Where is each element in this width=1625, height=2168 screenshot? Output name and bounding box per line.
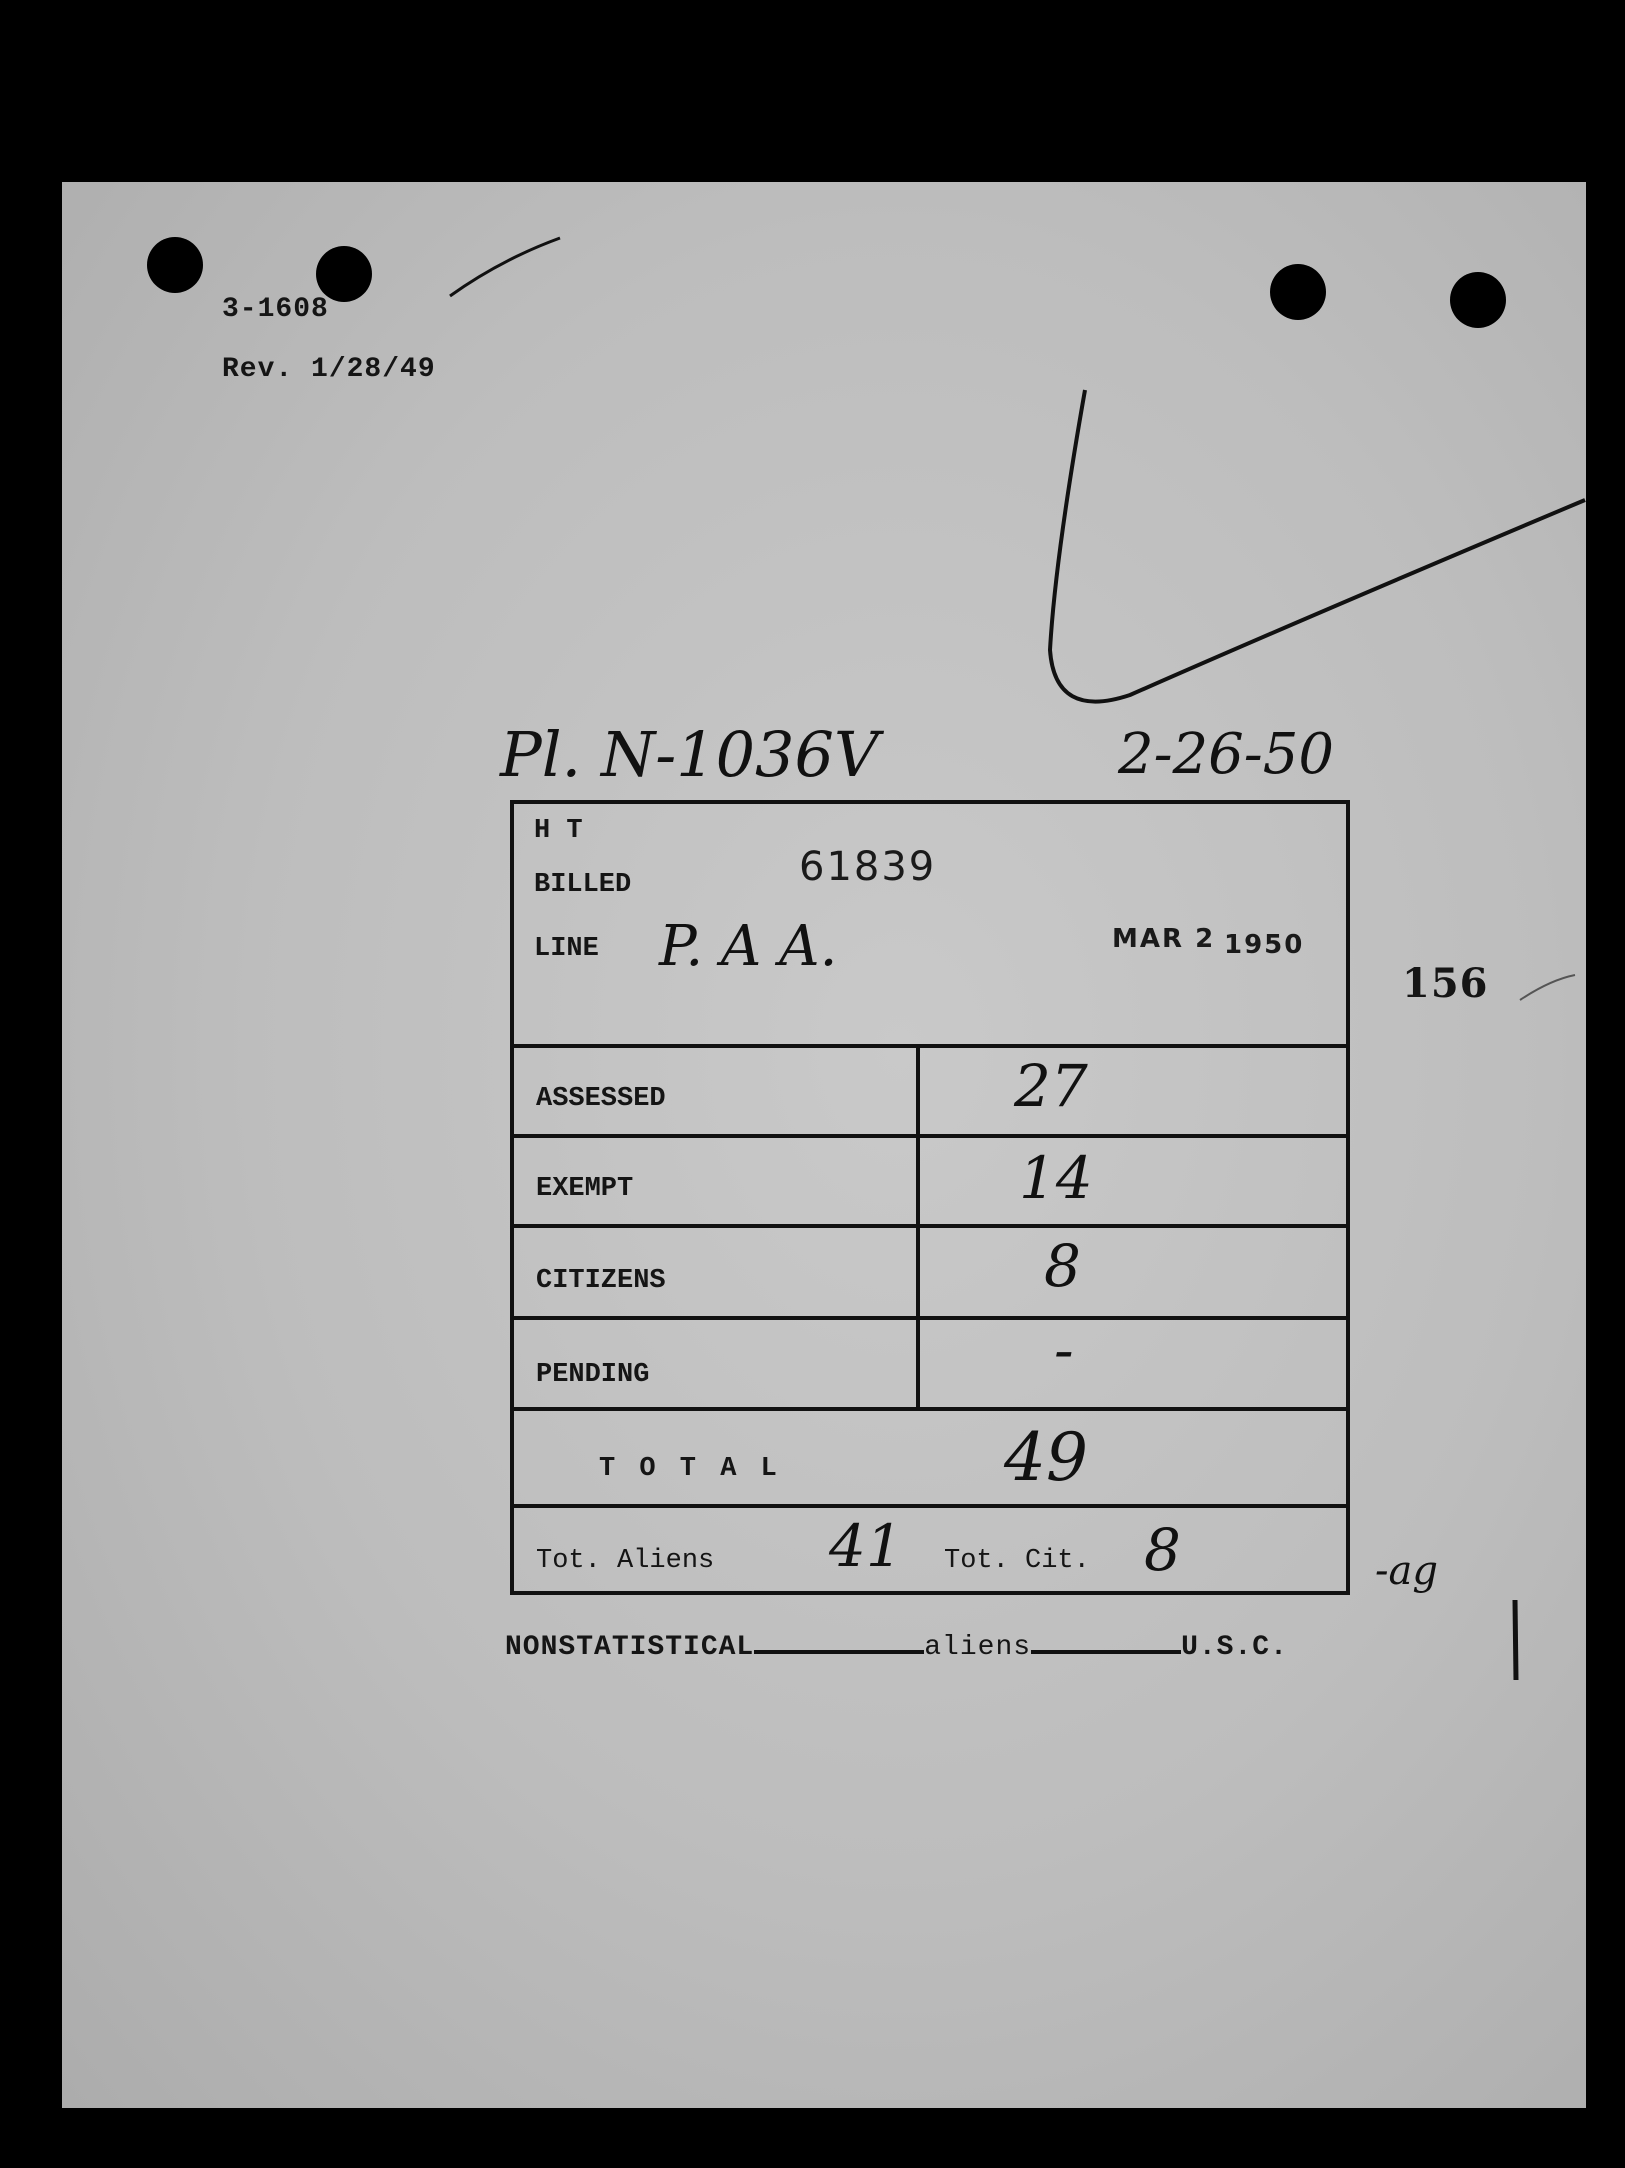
handwritten-date: 2-26-50 [1118,722,1334,787]
tot-aliens-label: Tot. Aliens [536,1546,715,1576]
nonstatistical-line [505,1632,1288,1663]
rule-row [514,1134,1346,1138]
rule-row [514,1504,1346,1508]
billed-label: BILLED [534,870,632,900]
row-label-exempt: EXEMPT [536,1174,634,1204]
nonstatistical-label: NONSTATISTICAL [505,1632,755,1663]
blank-aliens [1031,1650,1181,1654]
punch-hole [1450,272,1506,328]
punch-hole [147,237,203,293]
rule-row [514,1316,1346,1320]
rule-row [514,1224,1346,1228]
row-value-exempt: 14 [1019,1144,1093,1212]
row-value-assessed: 27 [1014,1052,1088,1120]
row-label-assessed: ASSESSED [536,1084,666,1114]
tot-cits-label: Tot. Cit. [944,1546,1090,1576]
tally-form-box [510,800,1350,1595]
total-label: T O T A L [599,1454,781,1484]
row-label-pending: PENDING [536,1360,650,1390]
footer-usc-label: U.S.C. [1181,1632,1288,1663]
side-page-number: 156 [1402,960,1489,1007]
tot-cits-value: 8 [1144,1516,1181,1584]
line-value-handwritten: P. A A. [659,914,838,979]
rule-header-bottom [514,1044,1346,1048]
row-value-citizens: 8 [1044,1232,1081,1300]
blank-nonstatistical [754,1650,924,1654]
billed-number: 61839 [799,844,937,890]
total-value: 49 [1004,1419,1088,1496]
row-label-citizens: CITIZENS [536,1266,666,1296]
ht-label: H T [534,816,583,846]
handwritten-file-number: Pl. N-1036V [500,718,879,791]
form-code: 3-1608 [222,294,329,325]
stamp-date-year: 1950 [1224,930,1305,960]
handwritten-initials: -ag [1375,1548,1438,1594]
footer-aliens-label: aliens [924,1632,1032,1663]
row-value-pending: - [1054,1316,1074,1384]
rule-row [514,1407,1346,1411]
form-revision: Rev. 1/28/49 [222,354,436,385]
line-label: LINE [534,934,599,964]
stamp-date-month-day: MAR 2 [1112,924,1216,954]
punch-hole [1270,264,1326,320]
rule-column-divider [916,1044,920,1409]
tot-aliens-value: 41 [829,1512,903,1580]
